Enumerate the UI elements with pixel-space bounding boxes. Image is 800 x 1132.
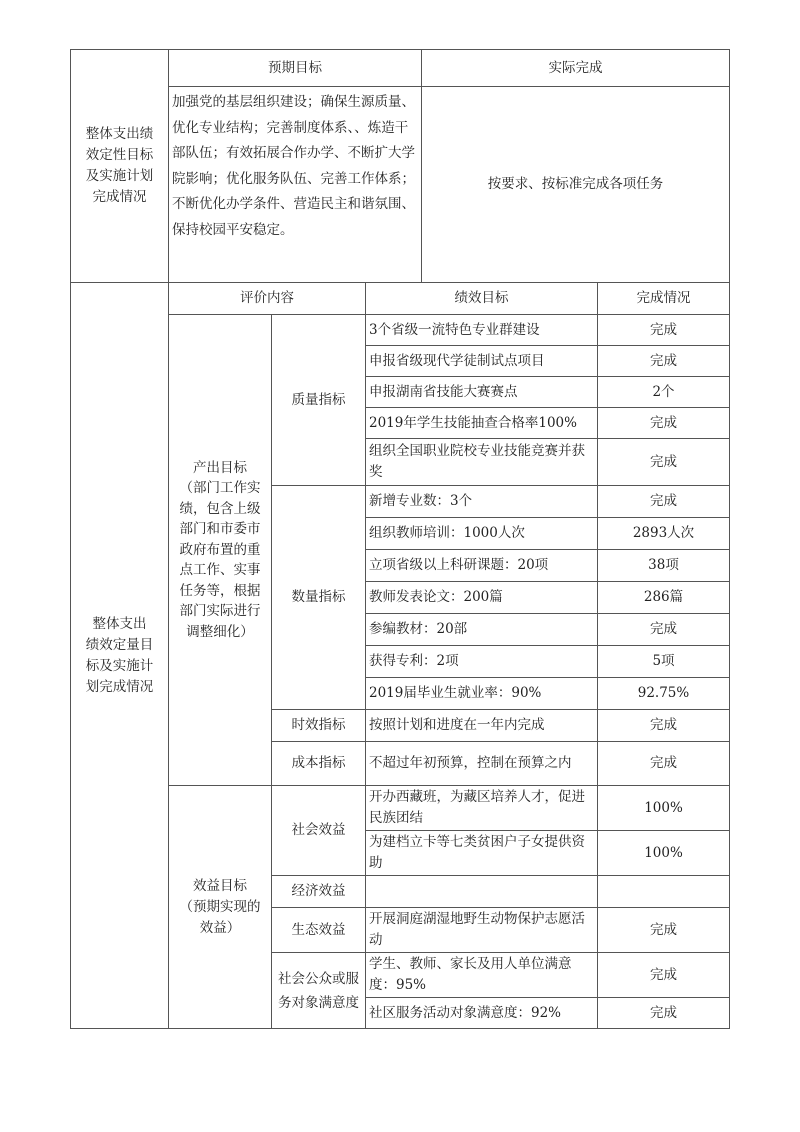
qualitative-row-label: 整体支出绩 效定性目标 及实施计划 完成情况 <box>71 50 169 283</box>
expected-goal-header: 预期目标 <box>169 50 422 87</box>
table-row: 申报湖南省技能大赛赛点 <box>366 377 598 408</box>
ecological-benefit-label: 生态效益 <box>272 908 366 953</box>
qualitative-goals-table <box>70 49 730 283</box>
quantity-indicator-label: 数量指标 <box>272 486 366 710</box>
table-row: 2019届毕业生就业率：90% <box>366 678 598 710</box>
table-row: 按照计划和进度在一年内完成 <box>366 710 598 742</box>
status-cell: 92.75% <box>598 678 730 710</box>
quantitative-goals-table <box>70 282 730 1029</box>
actual-completion-text: 按要求、按标准完成各项任务 <box>422 87 730 283</box>
economic-benefit-label: 经济效益 <box>272 876 366 908</box>
satisfaction-label: 社会公众或服务对象满意度 <box>272 953 366 1029</box>
evaluation-content-header: 评价内容 <box>169 283 366 315</box>
status-cell: 完成 <box>598 908 730 953</box>
quality-indicator-label: 质量指标 <box>272 315 366 486</box>
status-cell <box>598 876 730 908</box>
expected-goal-text: 加强党的基层组织建设；确保生源质量、优化专业结构；完善制度体系、、炼造干部队伍；有效拓展合作办学、不断扩大学院影响；优化服务队伍、完善工作体系；不断优化办学条件、营造民主和谐氛围、保持校园平安稳定。 <box>169 87 422 283</box>
status-cell: 完成 <box>598 998 730 1029</box>
table-row: 组织教师培训：1000人次 <box>366 518 598 550</box>
status-cell: 完成 <box>598 953 730 998</box>
table-row: 新增专业数：3个 <box>366 486 598 518</box>
table-row: 参编教材：20部 <box>366 614 598 646</box>
table-row: 申报省级现代学徒制试点项目 <box>366 346 598 377</box>
status-cell: 2个 <box>598 377 730 408</box>
table-row: 为建档立卡等七类贫困户子女提供资助 <box>366 831 598 876</box>
status-cell: 完成 <box>598 486 730 518</box>
status-cell: 100% <box>598 786 730 831</box>
table-row: 2019年学生技能抽查合格率100% <box>366 408 598 439</box>
table-row: 社区服务活动对象满意度：92% <box>366 998 598 1029</box>
social-benefit-label: 社会效益 <box>272 786 366 876</box>
status-cell: 完成 <box>598 346 730 377</box>
table-row: 3个省级一流特色专业群建设 <box>366 315 598 346</box>
status-cell: 38项 <box>598 550 730 582</box>
completion-status-header: 完成情况 <box>598 283 730 315</box>
status-cell: 完成 <box>598 742 730 786</box>
status-cell: 完成 <box>598 315 730 346</box>
table-row: 开展洞庭湖湿地野生动物保护志愿活动 <box>366 908 598 953</box>
table-row: 获得专利：2项 <box>366 646 598 678</box>
table-row: 开办西藏班，为藏区培养人才，促进民族团结 <box>366 786 598 831</box>
table-row: 教师发表论文：200篇 <box>366 582 598 614</box>
status-cell: 完成 <box>598 408 730 439</box>
status-cell: 286篇 <box>598 582 730 614</box>
performance-goal-header: 绩效目标 <box>366 283 598 315</box>
table-row: 立项省级以上科研课题：20项 <box>366 550 598 582</box>
status-cell: 完成 <box>598 614 730 646</box>
quantitative-row-label: 整体支出 绩效定量目 标及实施计 划完成情况 <box>71 283 169 1029</box>
table-row: 组织全国职业院校专业技能竞赛并获奖 <box>366 439 598 486</box>
status-cell: 2893人次 <box>598 518 730 550</box>
table-row: 不超过年初预算，控制在预算之内 <box>366 742 598 786</box>
status-cell: 完成 <box>598 439 730 486</box>
cost-indicator-label: 成本指标 <box>272 742 366 786</box>
status-cell: 完成 <box>598 710 730 742</box>
table-row <box>366 876 598 908</box>
output-goal-label: 产出目标 （部门工作实 绩，包含上级 部门和市委市 政府布置的重 点工作、实事 任务等，根据 部门实际进行 调整细化） <box>169 315 272 786</box>
actual-completion-header: 实际完成 <box>422 50 730 87</box>
benefit-goal-label: 效益目标 （预期实现的 效益） <box>169 786 272 1029</box>
table-row: 学生、教师、家长及用人单位满意度：95% <box>366 953 598 998</box>
timeliness-indicator-label: 时效指标 <box>272 710 366 742</box>
status-cell: 5项 <box>598 646 730 678</box>
status-cell: 100% <box>598 831 730 876</box>
